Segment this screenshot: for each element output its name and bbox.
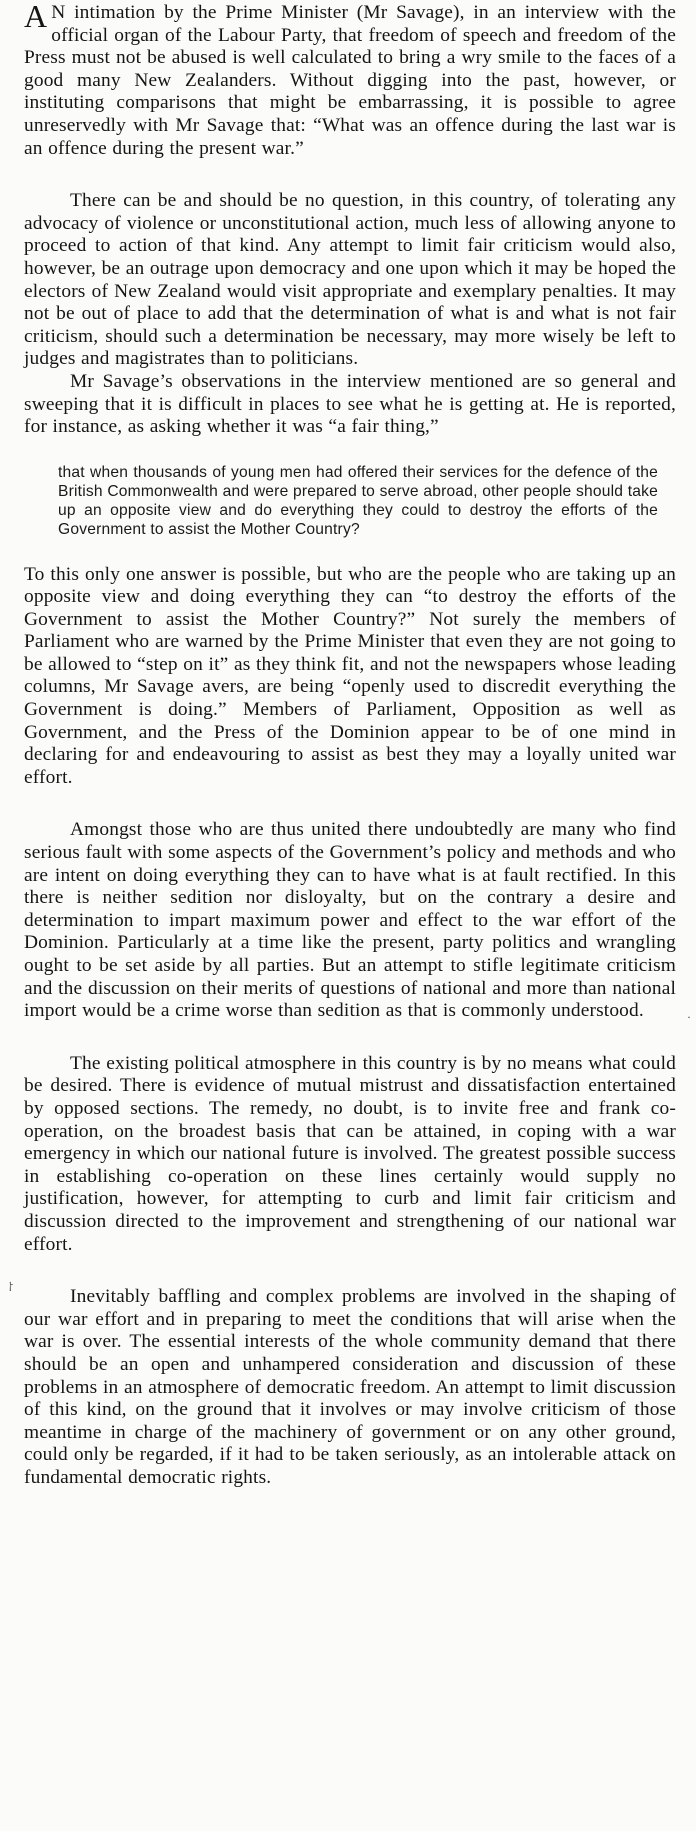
paragraph-3: Mr Savage’s observations in the interview mentioned are so general and sweeping that it is difficult in places to see what he is getting at. He is reported, for instance, as asking whether it was “a fair thing,” [24,370,676,438]
paragraph-gap [24,1256,676,1286]
paragraph-4: To this only one answer is possible, but who are the people who are taking up an opposite view and doing everything they can “to destroy the efforts of the Government to assist the Mother Country?” Not surely the members of Parliament who are warned by the Prime Minister that even they are not going to be allowed to “step on it” as they think fit, and not the newspapers whose leading columns, Mr Savage avers, are being “openly used to discredit everything the Government is doing.” Members of Parliament, Opposition as well as Government, and the Press of the Dominion appear to be of one mind in declaring for and endeavouring to assist as best they may a loyally united war effort. [24,563,676,788]
paragraph-gap [24,160,676,190]
print-speck: ⸷ [8,1280,14,1294]
print-speck: ˙ [686,1015,692,1029]
block-quote: that when thousands of young men had offered their services for the defence of the British Commonwealth and were prepared to serve abroad, other people should take up an opposite view and do everything they could to destroy the efforts of the Government to assist the Mother Country? [58,463,658,539]
paragraph-7: Inevitably baffling and complex problems are involved in the shaping of our war effort and in preparing to meet the conditions that will arise when the war is over. The essential interests of the whole community demand that there should be an open and unhampered consideration and discussion of these problems in an atmosphere of democratic freedom. An attempt to limit discussion of this kind, on the ground that it involves or may involve criticism of those meantime in charge of the machinery of government or on any other ground, could only be regarded, if it had to be taken seriously, as an intolerable attack on fundamental democratic rights. [24,1286,676,1488]
paragraph-gap [24,540,676,564]
paragraph-gap [24,789,676,819]
paragraph-5: Amongst those who are thus united there undoubtedly are many who find serious fault with some aspects of the Government’s policy and methods and who are intent on doing everything they can to have what is at fault rectified. In this there is neither sedition nor disloyalty, but on the contrary a desire and determination to impart maximum power and effect to the war effort of the Dominion. Particularly at a time like the present, party politics and wrangling ought to be set aside by all parties. But an attempt to stifle legitimate criticism and the discussion on their merits of questions of national and more than national import would be a crime worse than sedition as that is commonly understood. [24,819,676,1022]
paragraph-gap [24,439,676,463]
article-column [24,2,676,1489]
paragraph-2: There can be and should be no question, in this country, of tolerating any advocacy of violence or unconstitutional action, much less of allowing anyone to proceed to action of that kind. Any attempt to limit fair criticism would also, however, be an outrage upon democracy and one upon which it may be hoped the electors of New Zealand would visit appropriate and exemplary penalties. It may not be out of place to add that the determination of what is and what is not fair criticism, should such a determination be necessary, may more wisely be left to judges and magistrates than to politicians. [24,190,676,370]
paragraph-6: The existing political atmosphere in this country is by no means what could be desired. There is evidence of mutual mistrust and dissatisfaction entertained by opposed sections. The remedy, no doubt, is to invite free and frank co-operation, on the broadest basis that can be attained, in coping with a war emergency in which our national future is involved. The greatest possible success in establishing co-operation on these lines certainly would supply no justification, however, for attempting to curb and limit fair criticism and discussion directed to the improvement and strengthening of our national war effort. [24,1052,676,1255]
drop-cap: A [24,0,48,34]
paragraph-1-text: N intimation by the Prime Minister (Mr Savage), in an interview with the official organ of the Labour Party, that freedom of speech and freedom of the Press must not be abused is well calculated to bring a wry smile to the faces of a good many New Zealanders. Without digging into the past, however, or instituting comparisons that might be embarrassing, it is possible to agree unreservedly with Mr Savage that: “What was an offence during the last war is an offence during the present war.” [24,2,676,159]
paragraph-1 [24,2,676,160]
paragraph-gap [24,1023,676,1053]
